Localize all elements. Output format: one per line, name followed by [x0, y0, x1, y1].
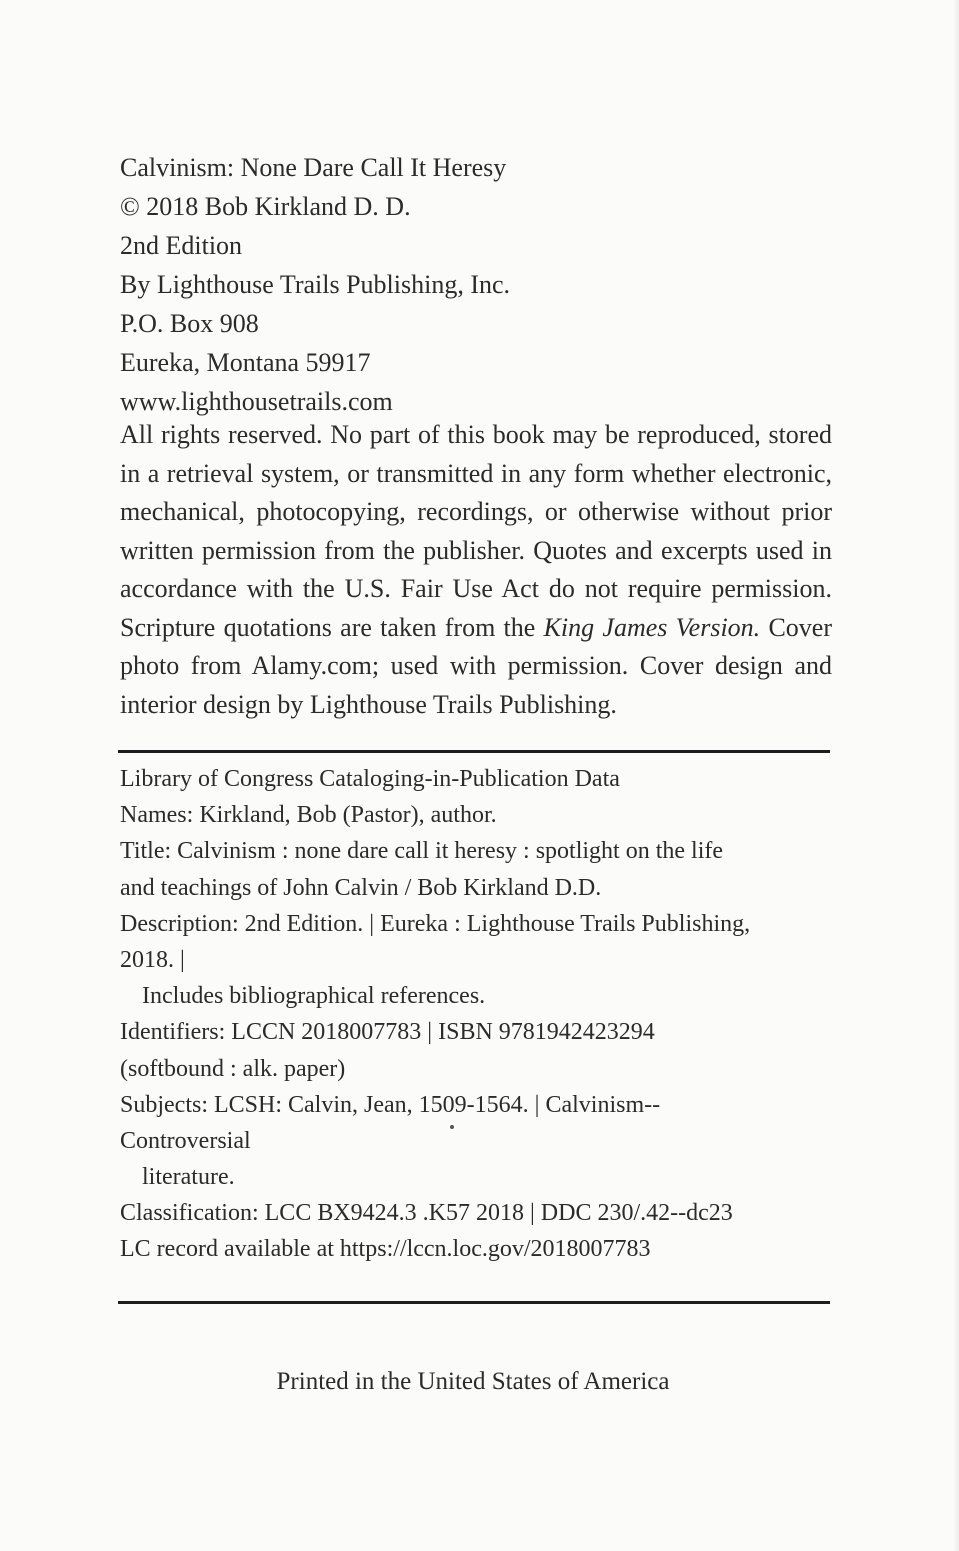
website-line: www.lighthousetrails.com: [120, 387, 393, 416]
copyright-line: © 2018 Bob Kirkland D. D.: [120, 192, 411, 221]
cip-line: Names: Kirkland, Bob (Pastor), author.: [120, 802, 497, 829]
book-title-line: Calvinism: None Dare Call It Heresy: [120, 153, 507, 182]
rights-italic-version: King James Version.: [543, 612, 761, 642]
rights-text-start: All rights reserved. No part of this book may be reproduced, stored in a retrieval system, or transmitted in any form whether electronic, mechanical, photocopying, recordings, or otherwise without prior written permission from the publisher. Quotes and excerpts used in accordance with the U.S. Fair Use Act do not require permission. Scripture quotations are taken from the: [120, 420, 832, 642]
cip-line: Subjects: LCSH: Calvin, Jean, 1509-1564. | Calvinism--: [120, 1091, 661, 1118]
cip-line: Controversial: [120, 1127, 251, 1154]
cip-line: Identifiers: LCCN 2018007783 | ISBN 9781942423294: [120, 1019, 655, 1046]
cip-line: LC record available at https://lccn.loc.gov/2018007783: [120, 1236, 651, 1263]
publisher-line: By Lighthouse Trails Publishing, Inc.: [120, 270, 511, 299]
publication-info: [120, 148, 832, 421]
divider-bottom: [118, 1301, 830, 1304]
cip-line: Library of Congress Cataloging-in-Publication Data: [120, 766, 620, 792]
cip-line: Title: Calvinism : none dare call it heresy : spotlight on the life: [120, 838, 724, 865]
ink-speck: [450, 1125, 454, 1129]
page-edge-shadow: [953, 0, 959, 1551]
cip-line: literature.: [142, 1164, 235, 1191]
divider-top: [118, 750, 830, 753]
rights-text-end: Cover photo from Alamy.com; used with permission. Cover design and interior design by Lighthouse Trails Publishing.: [120, 612, 832, 719]
edition-line: 2nd Edition: [120, 231, 243, 260]
cip-line: Classification: LCC BX9424.3 .K57 2018 | DDC 230/.42--dc23: [120, 1200, 733, 1227]
cip-data: [120, 761, 832, 1268]
rights-statement: [120, 416, 832, 724]
printed-in-line: Printed in the United States of America: [276, 1368, 670, 1395]
cip-line: (softbound : alk. paper): [120, 1055, 346, 1082]
city-line: Eureka, Montana 59917: [120, 348, 371, 377]
cip-line: Description: 2nd Edition. | Eureka : Lighthouse Trails Publishing,: [120, 910, 751, 937]
po-box-line: P.O. Box 908: [120, 309, 259, 338]
cip-line: and teachings of John Calvin / Bob Kirkland D.D.: [120, 874, 602, 901]
cip-line: Includes bibliographical references.: [142, 983, 486, 1010]
cip-line: 2018. |: [120, 946, 185, 973]
